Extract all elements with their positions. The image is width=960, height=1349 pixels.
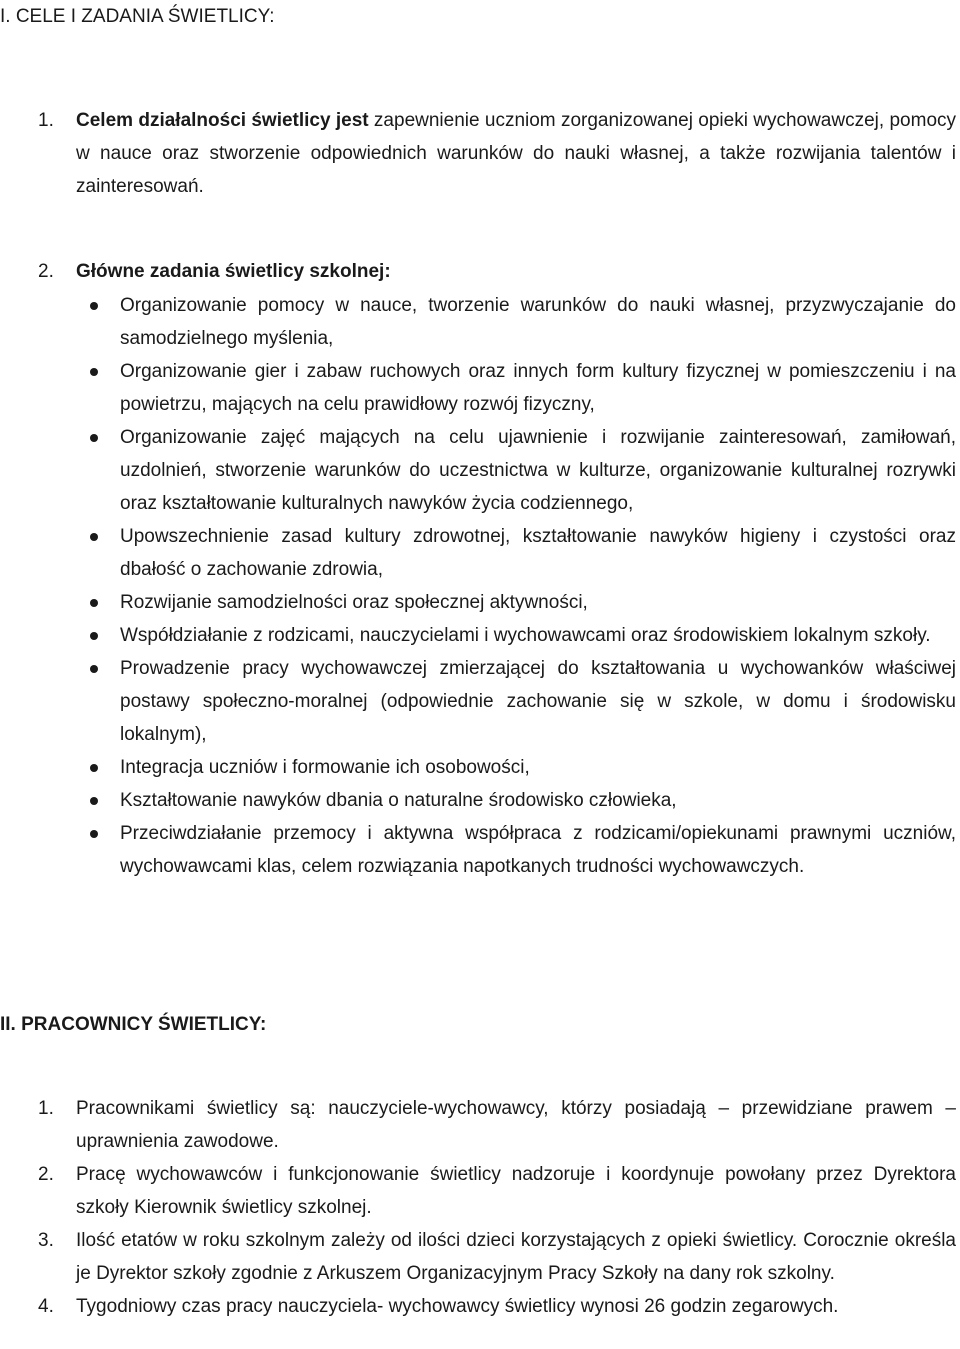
list-item-text: Rozwijanie samodzielności oraz społecznej aktywności, [120, 592, 588, 613]
section-title-cele-i-zadania: I. CELE I ZADANIA ŚWIETLICY: [0, 6, 275, 27]
bullet-icon [90, 434, 98, 442]
bullet-icon [90, 830, 98, 838]
paragraph-cel-dzialalnosci [76, 104, 956, 203]
list-item-text: Współdziałanie z rodzicami, nauczycielami i wychowawcami oraz środowiskiem lokalnym szkoły. [120, 625, 931, 646]
list-item [0, 586, 960, 619]
list-item [0, 1158, 960, 1224]
bullet-icon [90, 665, 98, 673]
list-item [0, 751, 960, 784]
list-item-text: Kształtowanie nawyków dbania o naturalne środowisko człowieka, [120, 790, 677, 811]
bullet-icon [90, 797, 98, 805]
list-item-text: Integracja uczniów i formowanie ich osobowości, [120, 757, 530, 778]
list-item-text: Przeciwdziałanie przemocy i aktywna współpraca z rodzicami/opiekunami prawnymi uczniów, wychowawcami klas, celem rozwiązania napotkanych trudności wychowawczych. [120, 823, 956, 877]
list-item [0, 355, 960, 421]
item-number: 2. [38, 261, 54, 282]
item-number: 3. [38, 1230, 54, 1251]
paragraph-text: zapewnienie uczniom zorganizowanej opieki wychowawczej, pomocy w nauce oraz stworzenie odpowiednich warunków do nauki własnej, a także rozwijania talentów i zainteresowań. [76, 110, 957, 197]
list-item [0, 652, 960, 751]
list-item [0, 1092, 960, 1158]
paragraph-glowne-zadania-heading: Główne zadania świetlicy szkolnej: [76, 261, 391, 282]
list-item-text: Tygodniowy czas pracy nauczyciela- wychowawcy świetlicy wynosi 26 godzin zegarowych. [76, 1296, 839, 1317]
paragraph-lead: Celem działalności świetlicy jest [76, 110, 369, 131]
list-item-text: Pracę wychowawców i funkcjonowanie świetlicy nadzoruje i koordynuje powołany przez Dyrektora szkoły Kierownik świetlicy szkolnej. [76, 1164, 956, 1218]
tasks-bullet-list [0, 289, 960, 883]
list-item [0, 619, 960, 652]
item-number: 4. [38, 1296, 54, 1317]
list-item [0, 784, 960, 817]
list-item [0, 1224, 960, 1290]
item-number: 2. [38, 1164, 54, 1185]
list-item [0, 421, 960, 520]
list-item-text: Organizowanie zajęć mających na celu ujawnienie i rozwijanie zainteresowań, zamiłowań, uzdolnień, stworzenie warunków do uczestnictwa w kulturze, organizowanie kulturalnej rozrywki oraz kształtowanie kulturalnych nawyków życia codziennego, [120, 427, 956, 514]
bullet-icon [90, 302, 98, 310]
list-item-text: Upowszechnienie zasad kultury zdrowotnej, kształtowanie nawyków higieny i czystości oraz dbałość o zachowanie zdrowia, [120, 526, 956, 580]
list-item [0, 289, 960, 355]
bullet-icon [90, 599, 98, 607]
list-item-text: Prowadzenie pracy wychowawczej zmierzającej do kształtowania u wychowanków właściwej postawy społeczno-moralnej (odpowiednie zachowanie się w szkole, w domu i środowisku lokalnym), [120, 658, 956, 745]
staff-numbered-list [0, 1092, 960, 1323]
bullet-icon [90, 632, 98, 640]
list-item-text: Organizowanie gier i zabaw ruchowych oraz innych form kultury fizycznej w pomieszczeniu i na powietrzu, mających na celu prawidłowy rozwój fizyczny, [120, 361, 956, 415]
list-item-text: Ilość etatów w roku szkolnym zależy od ilości dzieci korzystających z opieki świetlicy. Corocznie określa je Dyrektor szkoły zgodnie z Arkuszem Organizacyjnym Pracy Szkoły na dany rok szkolny. [76, 1230, 956, 1284]
bullet-icon [90, 533, 98, 541]
bullet-icon [90, 764, 98, 772]
list-item [0, 1290, 960, 1323]
item-number: 1. [38, 1098, 54, 1119]
item-number: 1. [38, 110, 54, 131]
list-item [0, 520, 960, 586]
bullet-icon [90, 368, 98, 376]
list-item [0, 817, 960, 883]
list-item-text: Pracownikami świetlicy są: nauczyciele-wychowawcy, którzy posiadają – przewidziane prawem – uprawnienia zawodowe. [76, 1098, 956, 1152]
list-item-text: Organizowanie pomocy w nauce, tworzenie warunków do nauki własnej, przyzwyczajanie do samodzielnego myślenia, [120, 295, 956, 349]
section-title-pracownicy: II. PRACOWNICY ŚWIETLICY: [0, 1014, 267, 1035]
